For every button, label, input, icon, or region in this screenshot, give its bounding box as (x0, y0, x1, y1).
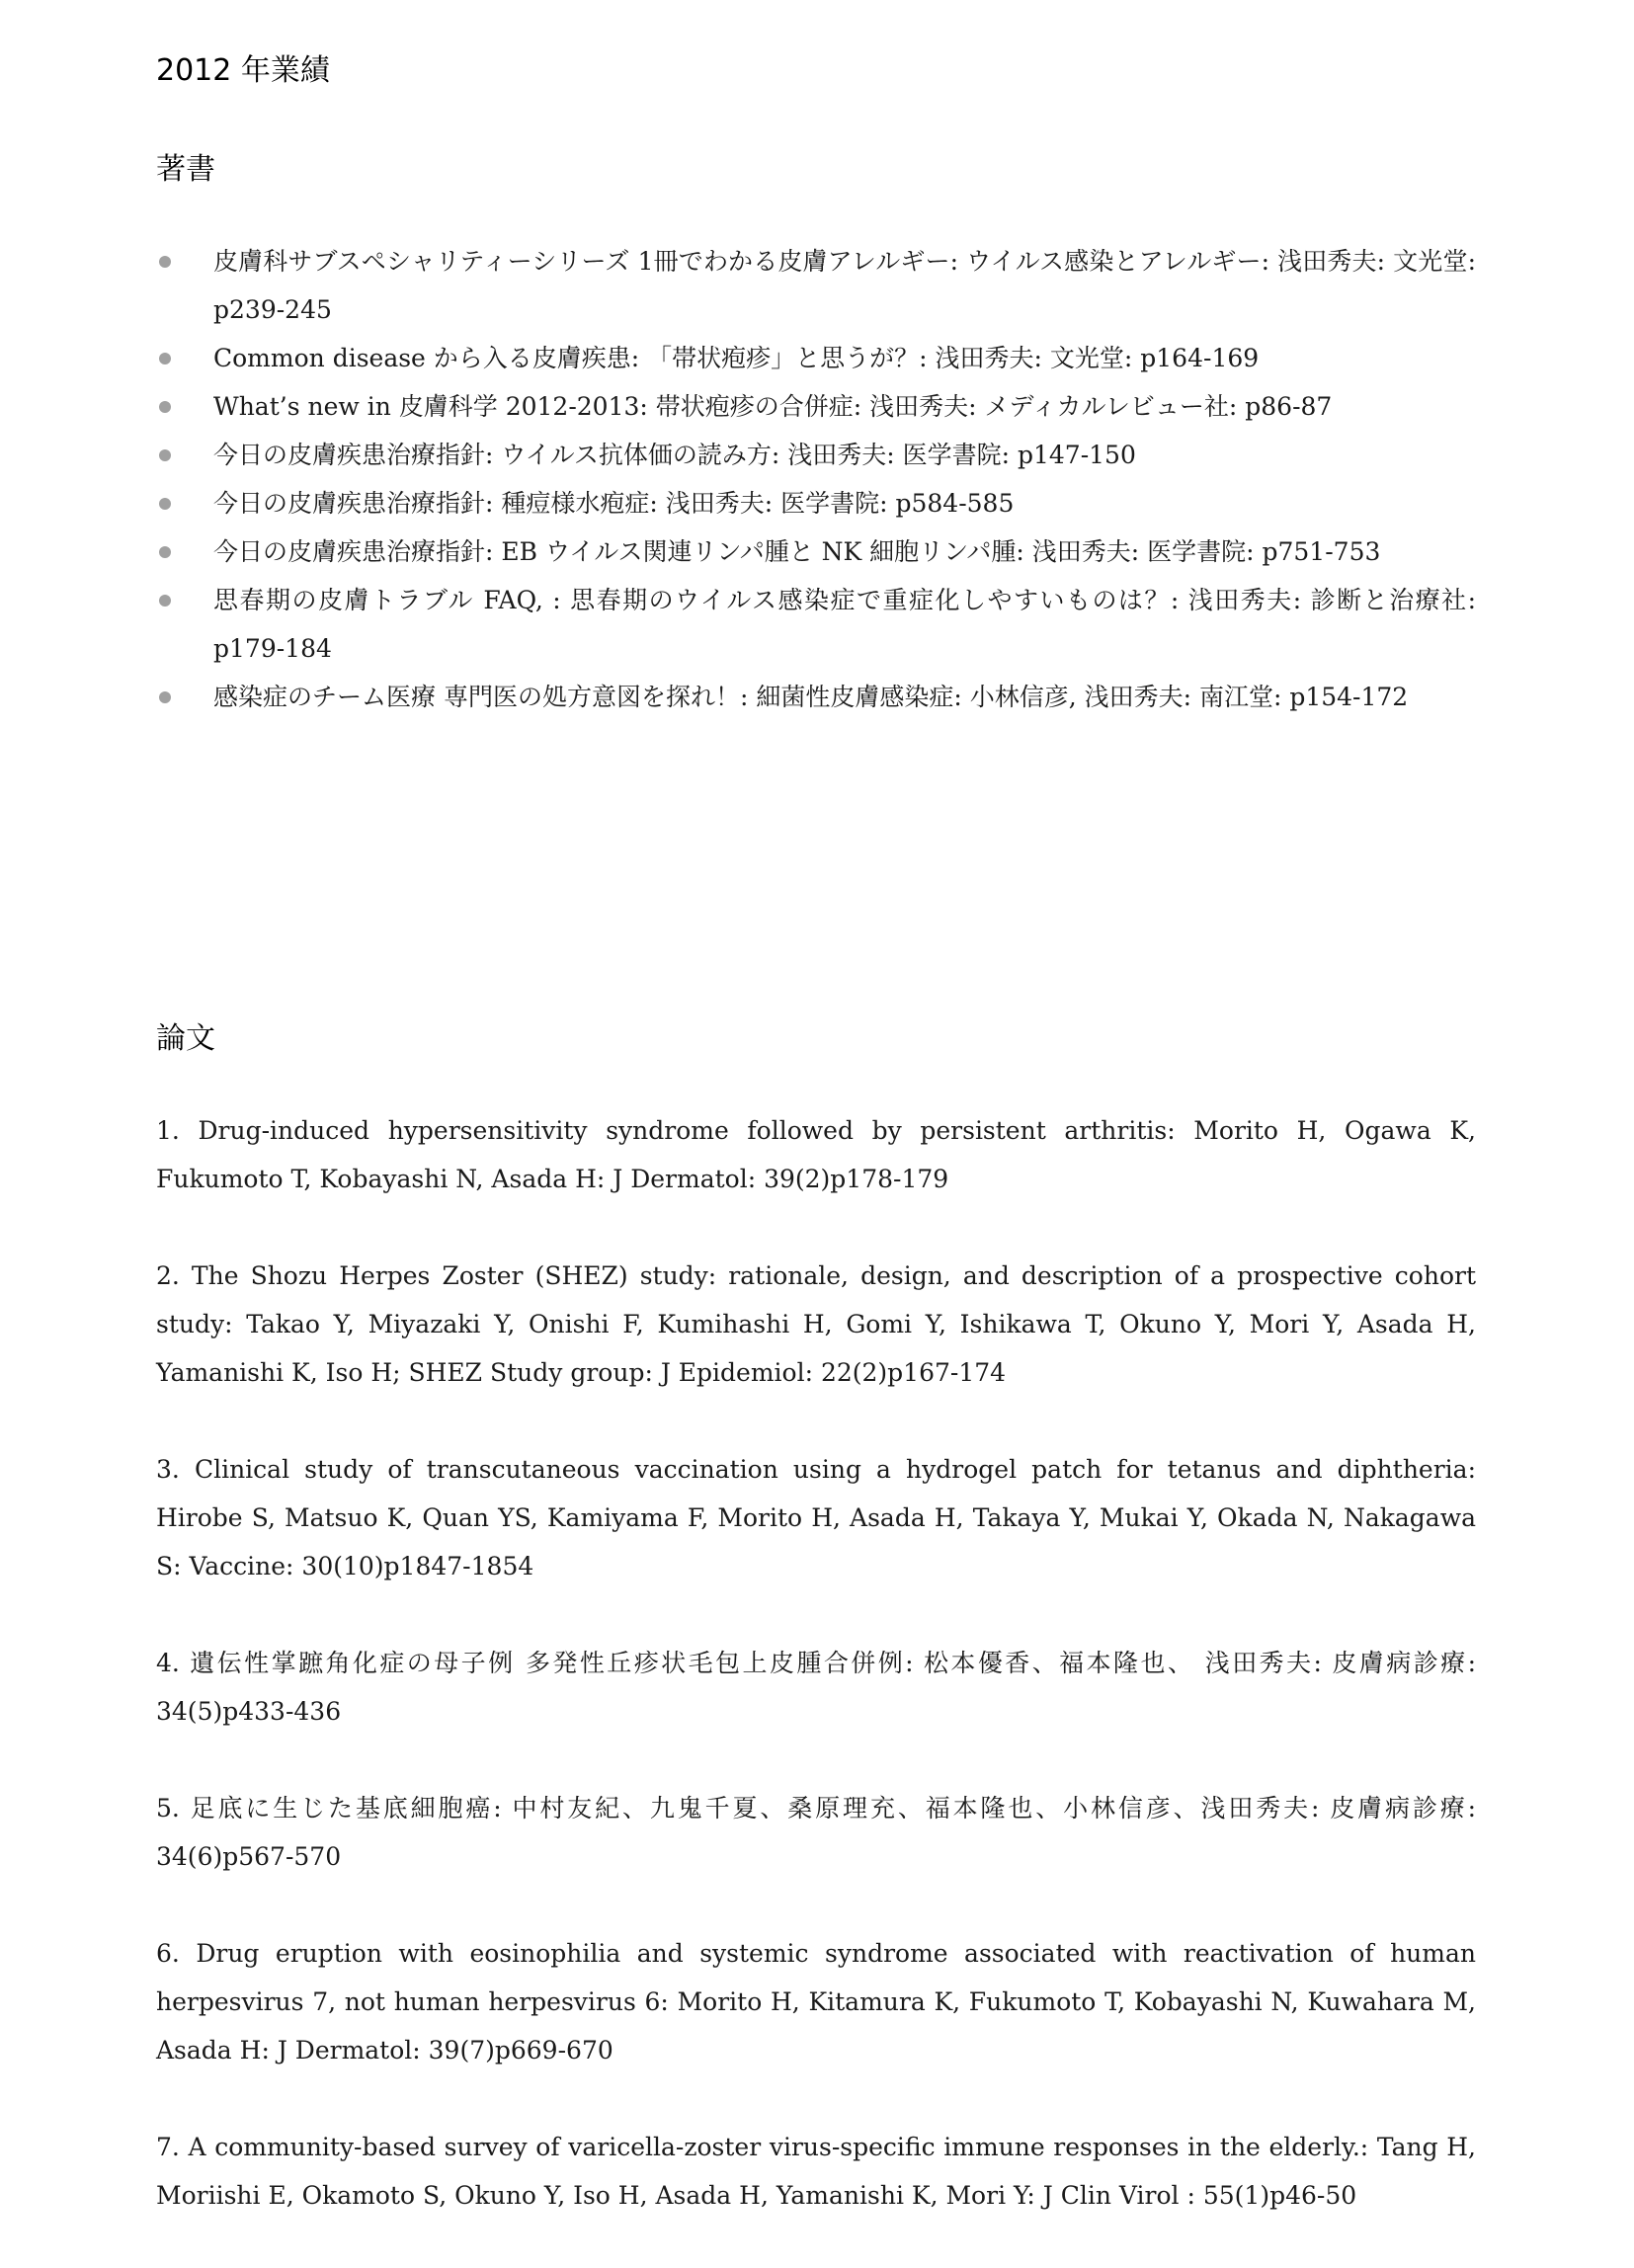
papers-list (156, 1106, 1476, 2268)
book-text: 思春期の皮膚トラブル FAQ, : 思春期のウイルス感染症で重症化しやすいものは？: 浅田秀夫: 診断と治療社: p179-184 (213, 586, 1476, 663)
book-text: 今日の皮膚疾患治療指針: EB ウイルス関連リンパ腫と NK 細胞リンパ腫: 浅田秀夫: 医学書院: p751-753 (213, 537, 1381, 566)
book-text: 皮膚科サブスペシャリティーシリーズ 1冊でわかる皮膚アレルギー: ウイルス感染とアレルギー: 浅田秀夫: 文光堂: p239-245 (213, 247, 1476, 324)
books-list (156, 237, 1476, 721)
bullet-icon (159, 353, 171, 364)
paper-item: 1. Drug-induced hypersensitivity syndrome followed by persistent arthritis: Morito H, Ogawa K, Fukumoto T, Kobayashi N, Asada H: J Dermatol: 39(2)p178-179 (156, 1116, 1476, 1193)
book-item (156, 431, 1476, 479)
paper-item: 7. A community-based survey of varicella-zoster virus-specific immune responses in the elderly.: Tang H, Moriishi E, Okamoto S, Okuno Y, Iso H, Asada H, Yamanishi K, Mori Y: J Clin Virol : 55(1)p46-50 (156, 2133, 1476, 2210)
bullet-icon (159, 256, 171, 268)
bullet-icon (159, 498, 171, 510)
bullet-icon (159, 595, 171, 607)
bullet-icon (159, 449, 171, 461)
book-text: 今日の皮膚疾患治療指針: 種痘様水疱症: 浅田秀夫: 医学書院: p584-585 (213, 489, 1015, 518)
paper-item: 5. 足底に生じた基底細胞癌: 中村友紀、九鬼千夏、桑原理充、福本隆也、小林信彦、浅田秀夫: 皮膚病診療: 34(6)p567-570 (156, 1794, 1476, 1871)
book-text: 感染症のチーム医療 専門医の処方意図を探れ！: 細菌性皮膚感染症: 小林信彦, 浅田秀夫: 南江堂: p154-172 (213, 683, 1409, 711)
book-item (156, 334, 1476, 382)
paper-item: 4. 遺伝性掌蹠角化症の母子例 多発性丘疹状毛包上皮腫合併例: 松本優香、福本隆也、 浅田秀夫: 皮膚病診療: 34(5)p433-436 (156, 1649, 1476, 1726)
bullet-icon (159, 546, 171, 558)
book-item (156, 527, 1476, 576)
papers-heading: 論文 (156, 1021, 215, 1056)
book-text: What’s new in 皮膚科学 2012-2013: 帯状疱疹の合併症: 浅田秀夫: メディカルレビュー社: p86-87 (213, 392, 1333, 421)
paper-item: 6. Drug eruption with eosinophilia and systemic syndrome associated with reactivation of human herpesvirus 7, not human herpesvirus 6: Morito H, Kitamura K, Fukumoto T, Kobayashi N, Kuwahara M, Asada H: J Dermatol: 39(7)p669-670 (156, 1939, 1476, 2065)
book-item (156, 576, 1476, 673)
paper-item: 2. The Shozu Herpes Zoster (SHEZ) study: rationale, design, and description of a prospective cohort study: Takao Y, Miyazaki Y, Onishi F, Kumihashi H, Gomi Y, Ishikawa T, Okuno Y, Mori Y, Asada H, Yamanishi K, Iso H; SHEZ Study group: J Epidemiol: 22(2)p167-174 (156, 1261, 1476, 1387)
book-item (156, 673, 1476, 721)
paper-item: 3. Clinical study of transcutaneous vaccination using a hydrogel patch for tetanus and diphtheria: Hirobe S, Matsuo K, Quan YS, Kamiyama F, Morito H, Asada H, Takaya Y, Mukai Y, Okada N, Nakagawa S: Vaccine: 30(10)p1847-1854 (156, 1455, 1476, 1580)
bullet-icon (159, 691, 171, 703)
books-heading: 著書 (156, 152, 215, 187)
book-text: 今日の皮膚疾患治療指針: ウイルス抗体価の読み方: 浅田秀夫: 医学書院: p147-150 (213, 441, 1136, 469)
page-title: 2012 年業績 (156, 53, 330, 88)
bullet-icon (159, 401, 171, 413)
book-text: Common disease から入る皮膚疾患: 「帯状疱疹」と思うが？: 浅田秀夫: 文光堂: p164-169 (213, 344, 1260, 372)
book-item (156, 382, 1476, 431)
book-item (156, 237, 1476, 334)
book-item (156, 479, 1476, 527)
